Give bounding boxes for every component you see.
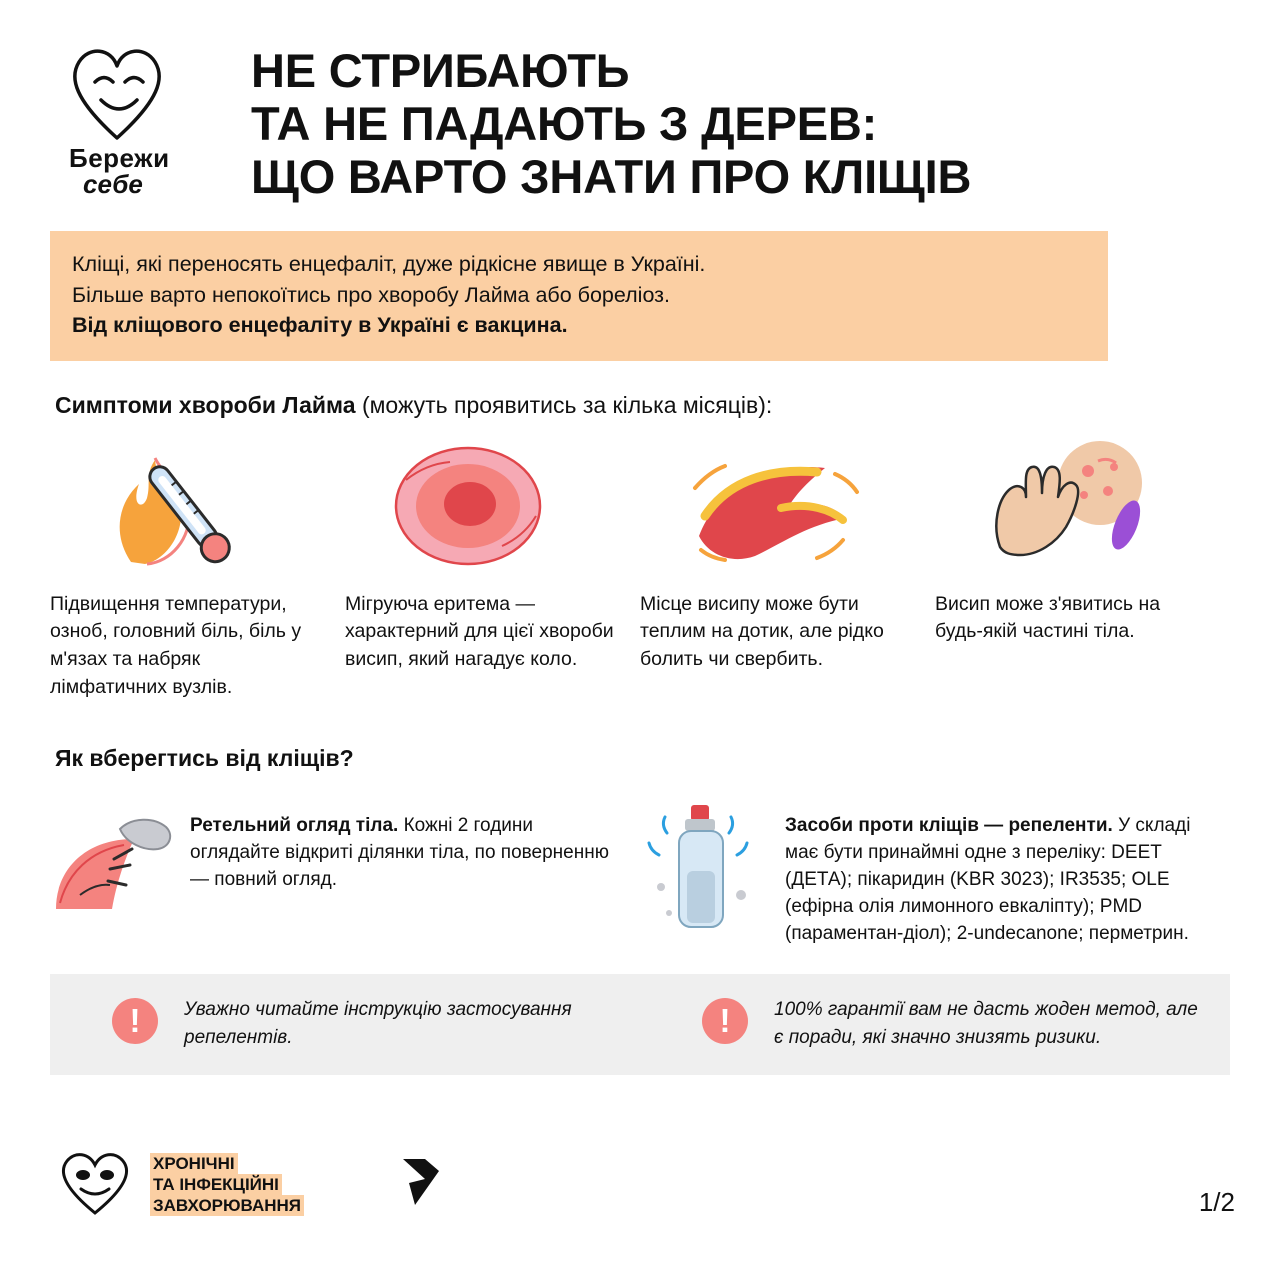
footer [55, 1147, 1235, 1222]
warning-item [640, 996, 1230, 1051]
footer-label-line2: ТА ІНФЕКЦІЙНІ [150, 1174, 282, 1195]
symptom-text: Підвищення температури, озноб, головний біль, біль у м'язах та набряк лімфатичних вузлів. [50, 592, 302, 698]
callout-line-3: Від кліщового енцефаліту в Україні є вакцина. [72, 313, 568, 338]
symptom-item [50, 439, 345, 702]
checkmark-logo-icon [399, 1155, 443, 1214]
skin-inspection-icon [50, 799, 190, 919]
title-line-1: НЕ СТРИБАЮТЬ [251, 44, 630, 97]
repellent-spray-bottle-icon [645, 799, 785, 919]
callout-box [50, 231, 1108, 361]
heat-flame-icon [640, 439, 909, 569]
protect-text [190, 799, 615, 948]
symptoms-list [50, 439, 1230, 702]
protect-text-bold: Ретельний огляд тіла. [190, 815, 399, 837]
symptoms-heading-rest: (можуть проявитись за кілька місяців): [355, 391, 773, 418]
callout-line-1: Кліщі, які переносять енцефаліт, дуже рідкісне явище в Україні. [72, 252, 706, 277]
page-title [245, 34, 1230, 203]
header [0, 0, 1280, 203]
protect-text-bold: Засоби проти кліщів — репеленти. [785, 815, 1113, 837]
brand-name-line2: себе [83, 169, 143, 199]
symptoms-heading-bold: Симптоми хвороби Лайма [55, 391, 356, 418]
callout-line-2: Більше варто непокоїтись про хворобу Лайма або бореліоз. [72, 282, 670, 307]
heart-face-icon [55, 38, 245, 143]
title-line-2: ТА НЕ ПАДАЮТЬ З ДЕРЕВ: [251, 97, 878, 151]
protect-list [50, 799, 1240, 948]
protect-text-rest: Кожні 2 години оглядайте відкриті ділянки тіла, по поверненню — повний огляд. [190, 815, 609, 891]
footer-label-line3: ЗАВХОРЮВАННЯ [150, 1195, 304, 1216]
protect-text-rest: У складі має бути принаймні одне з переліку: DEET (ДЕТА); пікаридин (KBR 3023); IR3535; OLE (ефірна олія лимонного евкаліпту); PMD (параментан-діол); 2-undecanone; перметрин. [785, 815, 1191, 945]
symptoms-heading [55, 391, 1280, 421]
protect-heading: Як вберегтись від кліщів? [55, 744, 354, 771]
brand-name-line1: Бережи [69, 143, 170, 173]
page-number: 1/2 [1198, 1187, 1235, 1217]
symptom-item [640, 439, 935, 702]
thermometer-fever-icon [50, 439, 319, 569]
warning-item [50, 996, 640, 1051]
title-line-3: ЩО ВАРТО ЗНАТИ ПРО КЛІЩІВ [251, 150, 972, 204]
footer-label [150, 1153, 304, 1217]
erythema-rash-circle-icon [345, 439, 614, 569]
warning-text: 100% гарантії вам не дасть жоден метод, але є поради, які значно знизять ризики. [774, 999, 1198, 1048]
symptom-item [935, 439, 1230, 702]
symptom-text: Місце висипу може бути теплим на дотик, але рідко болить чи свербить. [640, 592, 884, 671]
protect-item [50, 799, 645, 948]
hand-rash-icon [935, 439, 1204, 569]
protect-text [785, 799, 1210, 948]
symptom-item [345, 439, 640, 702]
exclamation-circle-icon: ! [702, 998, 748, 1044]
brand-logo [55, 34, 245, 197]
heart-face-icon [55, 1147, 150, 1222]
protect-item [645, 799, 1240, 948]
exclamation-circle-icon: ! [112, 998, 158, 1044]
warning-text: Уважно читайте інструкцію застосування репелентів. [184, 999, 572, 1048]
footer-label-line1: ХРОНІЧНІ [150, 1153, 238, 1174]
warning-bar [50, 974, 1230, 1075]
symptom-text: Мігруюча еритема — характерний для цієї хвороби висип, який нагадує коло. [345, 592, 614, 671]
symptom-text: Висип може з'явитись на будь-якій частині тіла. [935, 592, 1161, 643]
